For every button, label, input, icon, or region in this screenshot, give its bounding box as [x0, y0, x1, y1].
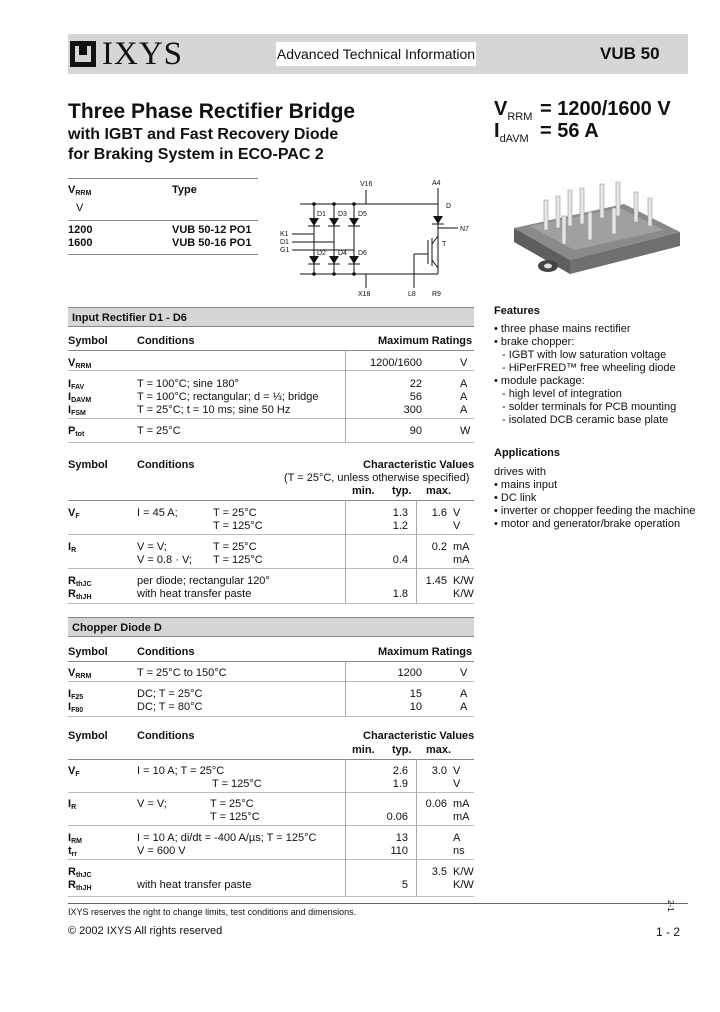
chop-char-row-3-unit: mA	[453, 811, 470, 823]
rect-char-row-5-typ: 1.8	[392, 588, 408, 600]
feature-item-6: - solder terminals for PCB mounting	[502, 401, 677, 413]
chop-hdr-rule	[68, 661, 474, 662]
chop-max-vline	[345, 661, 346, 716]
features-title: Features	[494, 305, 540, 317]
chop-hdr-conditions: Conditions	[137, 646, 195, 658]
feature-item-0: • three phase mains rectifier	[494, 323, 631, 335]
chop-max-row-2-value: 10	[409, 701, 422, 713]
feature-item-4: • module package:	[494, 375, 585, 387]
type-table-bottom-rule	[68, 254, 258, 255]
rect-hdr-symbol: Symbol	[68, 335, 108, 347]
application-item-0: drives with	[494, 466, 546, 478]
rect-char-vline-2	[416, 500, 417, 603]
rect-max-row-0-symbol: $V_{RRM}$	[68, 357, 92, 370]
rect-char-conditions: Conditions	[137, 459, 195, 471]
chop-char-conditions: Conditions	[137, 730, 195, 742]
rect-char-row-2-unit: mA	[453, 541, 470, 553]
svg-text:D1: D1	[280, 239, 289, 246]
chop-char-row-6-max: 3.5	[431, 866, 447, 878]
type-table-top-rule	[68, 178, 258, 179]
rect-char-row-3-typ: 0.4	[392, 554, 408, 566]
rect-char-rule-0	[68, 534, 474, 535]
title-line3: for Braking System in ECO-PAC 2	[68, 146, 324, 163]
rect-max-row-2-symbol: $I_{DAVM}$	[68, 391, 92, 404]
rect-max-row-0-value: 1200/1600	[370, 357, 422, 369]
chop-char-row-5-typ: 110	[390, 845, 408, 857]
type-row-2-v: 1600	[68, 237, 93, 249]
svg-text:A4: A4	[432, 180, 441, 187]
chop-max-row-0-value: 1200	[397, 667, 422, 679]
chop-max-row-0-unit: V	[460, 667, 468, 679]
svg-text:D: D	[446, 203, 452, 210]
rect-char-rule-2	[68, 603, 474, 604]
chop-char-row-5-cond: V = 600 V	[137, 845, 186, 857]
chop-char-rule	[68, 759, 474, 760]
chop-char-row-0-cond: I = 10 A; T = 25°C	[137, 765, 225, 777]
chop-char-rule-0	[68, 792, 474, 793]
rect-char-vline-1	[345, 500, 346, 603]
rect-char-row-5-cond: with heat transfer paste	[137, 588, 252, 600]
rect-char-row-2-symbol: $I_R$	[68, 541, 77, 554]
chop-char-row-7-cond: with heat transfer paste	[137, 879, 252, 891]
chop-char-row-4-typ: 13	[395, 832, 408, 844]
rect-char-row-0-cond: I = 45 A;	[137, 507, 178, 519]
chop-char-row-3-cond2: T = 125°C	[210, 811, 260, 823]
rect-max-rule-2	[68, 442, 474, 443]
rect-char-min: min.	[352, 485, 375, 497]
footer-copyright: © 2002 IXYS All rights reserved	[68, 925, 223, 937]
feature-item-7: - isolated DCB ceramic base plate	[502, 414, 669, 426]
rect-char-row-5-symbol: $R_{thJH}$	[68, 588, 92, 601]
svg-text:D6: D6	[358, 250, 367, 257]
applications-title: Applications	[494, 447, 561, 459]
chop-max-row-1-symbol: $I_{F25}$	[68, 688, 84, 701]
rect-char-note: (T = 25°C, unless otherwise specified)	[284, 472, 470, 484]
chop-char-row-2-cond2: T = 25°C	[210, 798, 254, 810]
svg-text:N7: N7	[460, 226, 469, 233]
chop-char-row-5-symbol: $t_{rr}$	[68, 845, 78, 858]
rect-char-symbol: Symbol	[68, 459, 108, 471]
footer-side-code: 2-1	[666, 900, 675, 912]
rect-char-row-0-symbol: $V_F$	[68, 507, 80, 520]
chop-char-row-5-unit: ns	[453, 845, 465, 857]
chop-max-rule-0	[68, 681, 474, 682]
rect-char-row-2-cond2: T = 25°C	[213, 541, 257, 553]
title-line2: with IGBT and Fast Recovery Diode	[68, 126, 339, 143]
section-input-rectifier: Input Rectifier D1 - D6	[68, 307, 474, 327]
chop-max-row-0-cond: T = 25°C to 150°C	[137, 667, 227, 679]
title-line1: Three Phase Rectifier Bridge	[68, 100, 356, 123]
chop-char-vline-2	[416, 759, 417, 896]
chop-hdr-max: Maximum Ratings	[378, 646, 473, 658]
rect-max-row-2-cond: T = 100°C; rectangular; d = ⅓; bridge	[137, 391, 319, 403]
header-info: Advanced Technical Information	[276, 42, 476, 66]
type-row-1-type: VUB 50-12 PO1	[172, 224, 252, 236]
svg-text:D4: D4	[338, 250, 347, 257]
chop-max-row-2-unit: A	[460, 701, 468, 713]
section-chopper-diode: Chopper Diode D	[68, 617, 474, 637]
rect-max-row-4-cond: T = 25°C	[137, 425, 181, 437]
circuit-schematic	[278, 176, 478, 300]
chop-char-row-2-max: 0.06	[425, 798, 447, 810]
chop-char-row-0-typ: 2.6	[392, 765, 408, 777]
chop-char-row-4-cond: I = 10 A; di/dt = -400 A/µs; T = 125°C	[137, 832, 317, 844]
svg-text:D5: D5	[358, 211, 367, 218]
rect-hdr-conditions: Conditions	[137, 335, 195, 347]
footer-page: 1 - 2	[656, 925, 681, 939]
rect-max-row-2-unit: A	[460, 391, 468, 403]
application-item-3: • inverter or chopper feeding the machine	[494, 505, 696, 517]
chop-char-rule-3	[68, 896, 474, 897]
rect-char-rule	[68, 500, 474, 501]
svg-text:X18: X18	[358, 291, 371, 298]
module-package-image	[504, 176, 684, 286]
chop-char-row-2-symbol: $I_R$	[68, 798, 77, 811]
rect-max-row-2-value: 56	[409, 391, 422, 403]
type-col2-header: Type	[172, 184, 197, 196]
chop-char-max: max.	[426, 744, 452, 756]
rect-char-typ: typ.	[392, 485, 412, 497]
application-item-4: • motor and generator/brake operation	[494, 518, 681, 530]
rect-max-rule-0	[68, 370, 474, 371]
rect-max-row-3-unit: A	[460, 404, 468, 416]
rect-char-row-0-cond2: T = 25°C	[213, 507, 257, 519]
chop-char-vline-1	[345, 759, 346, 896]
rect-char-row-2-cond: V = V;	[137, 541, 167, 553]
chop-max-row-1-cond: DC; T = 25°C	[137, 688, 203, 700]
rect-char-row-3-unit: mA	[453, 554, 470, 566]
svg-text:V16: V16	[360, 181, 373, 188]
rect-char-row-4-cond: per diode; rectangular 120°	[137, 575, 270, 587]
svg-text:T: T	[442, 241, 447, 248]
chop-char-min: min.	[352, 744, 375, 756]
chop-char-row-0-symbol: $V_F$	[68, 765, 80, 778]
key-idavm	[494, 120, 599, 145]
rect-hdr-rule	[68, 350, 474, 351]
header-part-number: VUB 50	[600, 44, 660, 63]
chop-max-rule-1	[68, 716, 474, 717]
rect-char-row-1-cond2: T = 125°C	[213, 520, 263, 532]
idavm-value: = 56 A	[540, 120, 599, 142]
rect-char-row-3-cond: V = 0.8 · V;	[137, 554, 192, 566]
rect-max-rule-1	[68, 418, 474, 419]
chop-char-title: Characteristic Values	[363, 730, 475, 742]
feature-item-2: - IGBT with low saturation voltage	[502, 349, 667, 361]
type-row-1-v: 1200	[68, 224, 93, 236]
chop-char-rule-2	[68, 859, 474, 860]
footer-rule	[68, 903, 688, 904]
chop-char-row-2-cond: V = V;	[137, 798, 167, 810]
rect-max-row-1-cond: T = 100°C; sine 180°	[137, 378, 239, 390]
chop-char-typ: typ.	[392, 744, 412, 756]
rect-max-row-1-unit: A	[460, 378, 468, 390]
rect-char-row-1-unit: V	[453, 520, 461, 532]
diode-d1-icon	[309, 218, 319, 226]
rect-char-row-4-symbol: $R_{thJC}$	[68, 575, 92, 588]
chop-char-row-1-unit: V	[453, 778, 461, 790]
logo-text: IXYS	[102, 36, 184, 72]
rect-max-row-4-symbol: $P_{tot}$	[68, 425, 85, 438]
type-col1-unit: V	[76, 202, 84, 214]
rect-char-row-1-typ: 1.2	[392, 520, 408, 532]
chop-char-row-1-cond: T = 125°C	[212, 778, 262, 790]
feature-item-1: • brake chopper:	[494, 336, 575, 348]
type-table-mid-rule	[68, 220, 258, 221]
chop-char-row-6-unit: K/W	[453, 866, 474, 878]
footer-disclaimer: IXYS reserves the right to change limits, test conditions and dimensions.	[68, 907, 357, 917]
rect-char-row-4-max: 1.45	[425, 575, 447, 587]
svg-text:L8: L8	[408, 291, 416, 298]
chop-char-row-0-unit: V	[453, 765, 461, 777]
chop-char-row-7-symbol: $R_{thJH}$	[68, 879, 92, 892]
rect-hdr-max: Maximum Ratings	[378, 335, 473, 347]
type-row-2-type: VUB 50-16 PO1	[172, 237, 252, 249]
rect-char-row-3-cond2: T = 125°C	[213, 554, 263, 566]
chop-char-row-4-symbol: $I_{RM}$	[68, 832, 82, 845]
application-item-1: • mains input	[494, 479, 558, 491]
chop-char-rule-1	[68, 825, 474, 826]
rect-char-row-0-typ: 1.3	[392, 507, 408, 519]
rect-char-title: Characteristic Values	[363, 459, 475, 471]
rect-char-max: max.	[426, 485, 452, 497]
rect-max-row-3-symbol: $I_{FSM}$	[68, 404, 86, 417]
svg-text:G1: G1	[280, 247, 290, 254]
idavm-sub: dAVM	[499, 133, 529, 145]
rect-max-row-4-unit: W	[460, 425, 471, 437]
svg-text:D2: D2	[317, 250, 326, 257]
chop-char-row-7-unit: K/W	[453, 879, 474, 891]
chop-char-row-3-typ: 0.06	[386, 811, 408, 823]
vrrm-sub: RRM	[507, 111, 533, 123]
application-item-2: • DC link	[494, 492, 537, 504]
chop-max-row-0-symbol: $V_{RRM}$	[68, 667, 92, 680]
svg-text:D1: D1	[317, 211, 326, 218]
chop-hdr-symbol: Symbol	[68, 646, 108, 658]
rect-char-rule-1	[68, 568, 474, 569]
chop-char-row-6-symbol: $R_{thJC}$	[68, 866, 92, 879]
rect-char-row-4-unit: K/W	[453, 575, 474, 587]
rect-max-row-4-value: 90	[409, 425, 422, 437]
vrrm-value: = 1200/1600 V	[540, 98, 671, 120]
feature-item-3: - HiPerFRED™ free wheeling diode	[502, 362, 676, 374]
chop-char-row-4-unit: A	[453, 832, 461, 844]
svg-text:K1: K1	[280, 231, 289, 238]
rect-max-row-3-cond: T = 25°C; t = 10 ms; sine 50 Hz	[137, 404, 291, 416]
rect-max-row-1-value: 22	[409, 378, 422, 390]
chop-max-row-1-value: 15	[409, 688, 422, 700]
chop-max-row-2-cond: DC; T = 80°C	[137, 701, 203, 713]
chop-char-row-1-typ: 1.9	[392, 778, 408, 790]
vrrm-symbol: V	[494, 98, 508, 120]
rect-max-row-3-value: 300	[403, 404, 422, 416]
chop-char-row-0-max: 3.0	[431, 765, 447, 777]
rect-max-vline	[345, 350, 346, 442]
rect-max-row-0-unit: V	[460, 357, 468, 369]
rect-char-row-0-max: 1.6	[431, 507, 447, 519]
svg-text:D3: D3	[338, 211, 347, 218]
rect-char-row-2-max: 0.2	[431, 541, 447, 553]
chop-max-row-2-symbol: $I_{F80}$	[68, 701, 84, 714]
feature-item-5: - high level of integration	[502, 388, 622, 400]
svg-text:R9: R9	[432, 291, 441, 298]
ixys-logo	[70, 36, 183, 72]
type-col1-header: $V_{RRM}$	[68, 184, 92, 197]
rect-char-row-0-unit: V	[453, 507, 461, 519]
rect-max-row-1-symbol: $I_{FAV}$	[68, 378, 85, 391]
logo-mark-icon	[70, 41, 96, 67]
chop-char-symbol: Symbol	[68, 730, 108, 742]
chop-char-row-7-typ: 5	[401, 879, 408, 891]
chop-max-row-1-unit: A	[460, 688, 468, 700]
chop-char-row-2-unit: mA	[453, 798, 470, 810]
idavm-symbol: I	[494, 120, 500, 142]
rect-char-row-5-unit: K/W	[453, 588, 474, 600]
